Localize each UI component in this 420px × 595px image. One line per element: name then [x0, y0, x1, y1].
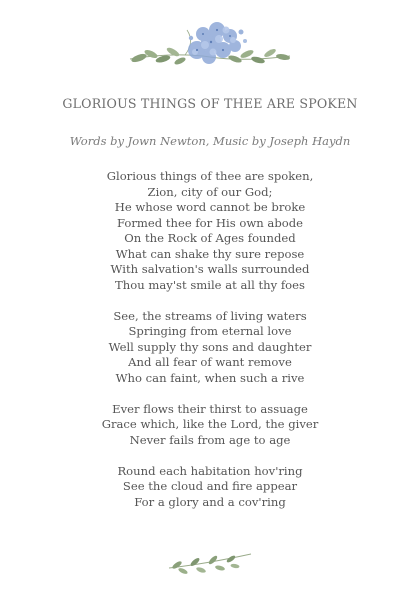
- verse-line: And all fear of want remove: [128, 355, 292, 369]
- verse-line: He whose word cannot be broke: [114, 200, 306, 214]
- stanza-3: [0, 402, 420, 449]
- verse-line: Formed thee for His own abode: [116, 215, 304, 230]
- hymn-credits: Words by Jown Newton, Music by Joseph Haydn: [69, 134, 351, 148]
- verse-line: See, the streams of living waters: [113, 308, 307, 323]
- verse-line: Ever flows their thirst to assuage: [112, 401, 308, 416]
- leaf-vine-icon: [165, 550, 255, 580]
- hymn-verses: [0, 169, 420, 526]
- stanza-2: [0, 309, 420, 387]
- verse-line: Springing from eternal love: [128, 324, 292, 338]
- stanza-1: [0, 169, 420, 293]
- stanza-4: [0, 464, 420, 511]
- floral-sprig-icon: [125, 12, 295, 74]
- verse-line: Thou may'st smile at all thy foes: [115, 277, 305, 292]
- verse-line: Never fails from age to age: [129, 432, 291, 447]
- verse-line: What can shake thy sure repose: [115, 246, 305, 261]
- verse-line: Well supply thy sons and daughter: [108, 339, 312, 354]
- verse-line: Grace which, like the Lord, the giver: [101, 417, 319, 431]
- verse-line: Zion, city of our God;: [147, 184, 273, 199]
- verse-line: See the cloud and fire appear: [122, 479, 298, 493]
- verse-line: Glorious things of thee are spoken,: [106, 169, 314, 183]
- verse-line: For a glory and a cov'ring: [134, 494, 286, 509]
- verse-line: Who can faint, when such a rive: [115, 370, 305, 385]
- verse-line: Round each habitation hov'ring: [117, 463, 303, 478]
- verse-line: On the Rock of Ages founded: [124, 231, 296, 245]
- verse-line: With salvation's walls surrounded: [110, 262, 310, 276]
- hymn-title: GLORIOUS THINGS OF THEE ARE SPOKEN: [62, 96, 358, 111]
